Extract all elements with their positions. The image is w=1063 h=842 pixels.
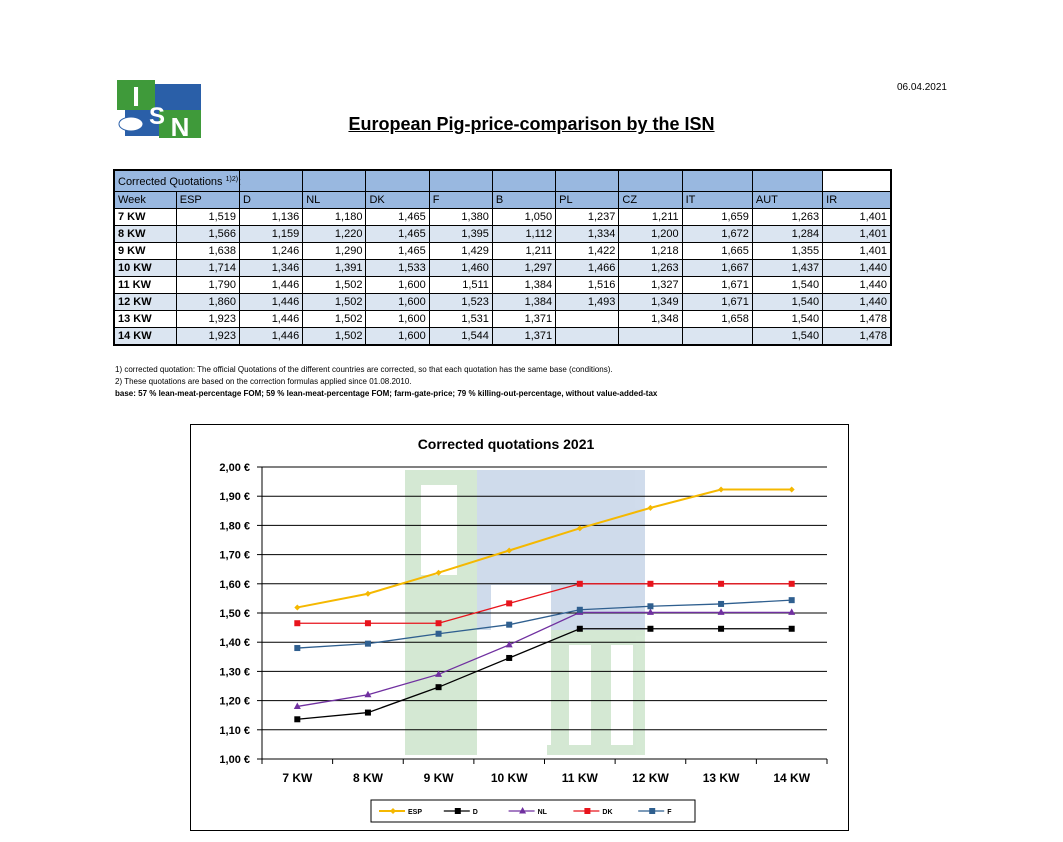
table-cell: 1,211 <box>619 209 682 226</box>
table-cell: 1,237 <box>556 209 619 226</box>
legend-swatch-marker <box>584 808 590 814</box>
legend-label-dk: DK <box>602 809 613 816</box>
y-tick-label: 1,70 € <box>219 549 250 562</box>
table-cell: 1,502 <box>303 328 366 346</box>
chart-container <box>190 424 849 831</box>
table-cell: 1,600 <box>366 311 429 328</box>
data-point-f <box>365 641 371 647</box>
legend-label-nl: NL <box>537 809 547 816</box>
table-cell: 1,349 <box>619 294 682 311</box>
x-tick-labels <box>282 771 810 785</box>
data-point-d <box>436 684 442 690</box>
y-tick-label: 1,00 € <box>219 754 250 766</box>
data-point-f <box>294 645 300 651</box>
data-point-f <box>577 607 583 613</box>
table-cell: 1,446 <box>239 277 302 294</box>
table-cell: 1,440 <box>823 294 891 311</box>
legend-label-esp: ESP <box>408 809 423 816</box>
table-cell: 1,401 <box>823 226 891 243</box>
table-cell: 1,334 <box>556 226 619 243</box>
table-cell: 1,440 <box>823 277 891 294</box>
table-cell: 1,544 <box>429 328 492 346</box>
table-cell: 1,600 <box>366 277 429 294</box>
table-cell: 1,478 <box>823 328 891 346</box>
legend-label-d: D <box>472 809 478 816</box>
row-week-label: 11 KW <box>114 277 176 294</box>
y-tick-label: 1,30 € <box>219 666 250 679</box>
table-cell: 1,566 <box>176 226 239 243</box>
column-header-dk: DK <box>366 192 429 209</box>
table-cell: 1,284 <box>752 226 822 243</box>
table-cell: 1,714 <box>176 260 239 277</box>
table-cell: 1,478 <box>823 311 891 328</box>
table-cell: 1,672 <box>682 226 752 243</box>
data-point-esp <box>647 505 653 511</box>
chart-title: Corrected quotations 2021 <box>417 436 595 452</box>
table-cell: 1,437 <box>752 260 822 277</box>
table-cell: 1,502 <box>303 277 366 294</box>
column-header-ir: IR <box>823 192 891 209</box>
footnotes <box>115 364 657 400</box>
table-cell: 1,401 <box>823 243 891 260</box>
table-cell: 1,200 <box>619 226 682 243</box>
data-point-dk <box>436 620 442 626</box>
table-row <box>114 243 891 260</box>
logo-letter-s: S <box>148 103 166 130</box>
row-week-label: 13 KW <box>114 311 176 328</box>
table-row <box>114 294 891 311</box>
table-cell: 1,440 <box>823 260 891 277</box>
table-body <box>114 209 891 346</box>
row-week-label: 10 KW <box>114 260 176 277</box>
table-row <box>114 209 891 226</box>
data-point-dk <box>718 581 724 587</box>
table-title-row <box>114 170 891 192</box>
x-tick-label: 12 KW <box>632 771 669 785</box>
table-title-footnote: 1)2) <box>225 176 239 183</box>
table-cell: 1,923 <box>176 328 239 346</box>
data-point-dk <box>647 581 653 587</box>
table-cell: 1,523 <box>429 294 492 311</box>
column-header-d: D <box>239 192 302 209</box>
x-tick-label: 11 KW <box>561 771 598 785</box>
row-week-label: 14 KW <box>114 328 176 346</box>
quotations-table <box>113 169 892 346</box>
table-cell: 1,346 <box>239 260 302 277</box>
data-point-nl <box>647 608 654 615</box>
data-point-f <box>506 622 512 628</box>
data-point-dk <box>294 620 300 626</box>
table-row <box>114 328 891 346</box>
table-cell: 1,218 <box>619 243 682 260</box>
table-cell: 1,466 <box>556 260 619 277</box>
data-point-esp <box>365 591 371 597</box>
data-point-esp <box>294 604 300 610</box>
legend-label-f: F <box>667 809 672 816</box>
logo-letter-n: N <box>170 112 190 142</box>
y-tick-label: 1,50 € <box>219 608 250 620</box>
table-cell: 1,465 <box>366 226 429 243</box>
table-cell: 1,297 <box>492 260 555 277</box>
data-point-d <box>506 655 512 661</box>
column-header-cz: CZ <box>619 192 682 209</box>
table-cell: 1,790 <box>176 277 239 294</box>
data-point-nl <box>718 608 725 615</box>
data-point-d <box>718 626 724 632</box>
table-cell: 1,493 <box>556 294 619 311</box>
x-tick-label: 14 KW <box>773 771 811 785</box>
data-point-esp <box>789 486 795 492</box>
table-cell: 1,665 <box>682 243 752 260</box>
table-cell: 1,465 <box>366 243 429 260</box>
y-tick-label: 1,40 € <box>219 637 250 650</box>
table-cell: 1,384 <box>492 294 555 311</box>
table-cell: 1,465 <box>366 209 429 226</box>
y-tick-label: 1,90 € <box>219 491 250 504</box>
data-point-f <box>436 631 442 637</box>
table-cell: 1,384 <box>492 277 555 294</box>
row-week-label: 8 KW <box>114 226 176 243</box>
column-header-nl: NL <box>303 192 366 209</box>
table-cell: 1,540 <box>752 277 822 294</box>
table-cell: 1,159 <box>239 226 302 243</box>
table-cell: 1,540 <box>752 311 822 328</box>
data-point-esp <box>718 486 724 492</box>
table-cell: 1,391 <box>303 260 366 277</box>
data-point-d <box>789 626 795 632</box>
table-cell: 1,658 <box>682 311 752 328</box>
footnote-2: 2) These quotations are based on the correction formulas applied since 01.08.2010. <box>115 377 412 386</box>
table-row <box>114 226 891 243</box>
column-header-aut: AUT <box>752 192 822 209</box>
column-header-esp: ESP <box>176 192 239 209</box>
x-tick-label: 10 KW <box>490 771 528 785</box>
column-header-it: IT <box>682 192 752 209</box>
data-point-d <box>365 710 371 716</box>
row-week-label: 9 KW <box>114 243 176 260</box>
y-tick-label: 1,10 € <box>219 724 250 737</box>
page-title: European Pig-price-comparison by the ISN <box>348 114 715 134</box>
footnote-1: 1) corrected quotation: The official Quotations of the different countries are corrected, so that each quotation has the same base (conditions). <box>115 365 613 374</box>
y-tick-label: 1,80 € <box>219 520 250 533</box>
table-title-cell <box>114 170 242 192</box>
x-tick-label: 9 KW <box>423 771 454 785</box>
column-header-pl: PL <box>556 192 619 209</box>
table-cell: 1,136 <box>239 209 302 226</box>
table-cell: 1,211 <box>492 243 555 260</box>
table-cell: 1,395 <box>429 226 492 243</box>
table-cell: 1,220 <box>303 226 366 243</box>
column-header-b: B <box>492 192 555 209</box>
column-header-f: F <box>429 192 492 209</box>
table-cell: 1,671 <box>682 277 752 294</box>
data-point-f <box>647 603 653 609</box>
table-cell: 1,446 <box>239 311 302 328</box>
table-row <box>114 311 891 328</box>
data-point-f <box>789 597 795 603</box>
table-cell: 1,290 <box>303 243 366 260</box>
table-title-suffix: : <box>238 176 242 188</box>
logo-letter-i: I <box>132 81 140 112</box>
table-cell: 1,533 <box>366 260 429 277</box>
data-point-d <box>577 626 583 632</box>
table-cell: 1,671 <box>682 294 752 311</box>
table-cell: 1,348 <box>619 311 682 328</box>
y-tick-label: 1,60 € <box>219 578 250 591</box>
table-cell: 1,923 <box>176 311 239 328</box>
data-point-nl <box>788 608 795 615</box>
table-cell: 1,502 <box>303 311 366 328</box>
table-cell: 1,446 <box>239 294 302 311</box>
table-cell: 1,511 <box>429 277 492 294</box>
table-cell: 1,600 <box>366 328 429 346</box>
table-cell: 1,429 <box>429 243 492 260</box>
table-cell: 1,600 <box>366 294 429 311</box>
table-cell <box>556 328 619 346</box>
table-cell: 1,422 <box>556 243 619 260</box>
table-cell: 1,638 <box>176 243 239 260</box>
table-cell: 1,860 <box>176 294 239 311</box>
y-tick-label: 1,20 € <box>219 695 250 708</box>
table-cell: 1,371 <box>492 328 555 346</box>
column-header-week: Week <box>114 192 176 209</box>
table-cell <box>682 328 752 346</box>
base-note: base: 57 % lean-meat-percentage FOM; 59 % lean-meat-percentage FOM; farm-gate-price; 79 % killing-out-percentage, without value-added-tax <box>115 389 658 398</box>
x-tick-label: 7 KW <box>282 771 313 785</box>
table-row <box>114 277 891 294</box>
row-week-label: 12 KW <box>114 294 176 311</box>
data-point-dk <box>789 581 795 587</box>
y-tick-label: 2,00 € <box>219 462 250 474</box>
table-cell: 1,667 <box>682 260 752 277</box>
table-cell: 1,502 <box>303 294 366 311</box>
line-chart <box>191 425 848 830</box>
table-cell: 1,401 <box>823 209 891 226</box>
table-cell: 1,327 <box>619 277 682 294</box>
table-cell: 1,446 <box>239 328 302 346</box>
data-point-f <box>718 601 724 607</box>
y-tick-labels <box>219 462 250 766</box>
data-point-dk <box>577 581 583 587</box>
table-cell: 1,263 <box>619 260 682 277</box>
table-cell: 1,112 <box>492 226 555 243</box>
chart-legend <box>371 800 695 822</box>
data-point-d <box>294 716 300 722</box>
table-cell: 1,371 <box>492 311 555 328</box>
table-cell: 1,659 <box>682 209 752 226</box>
x-tick-label: 13 KW <box>702 771 740 785</box>
table-cell: 1,519 <box>176 209 239 226</box>
x-tick-label: 8 KW <box>352 771 383 785</box>
data-point-dk <box>365 620 371 626</box>
table-cell: 1,460 <box>429 260 492 277</box>
table-cell <box>619 328 682 346</box>
legend-swatch-marker <box>455 808 461 814</box>
table-cell <box>556 311 619 328</box>
table-cell: 1,355 <box>752 243 822 260</box>
data-point-d <box>647 626 653 632</box>
table-cell: 1,180 <box>303 209 366 226</box>
table-row <box>114 260 891 277</box>
report-date: 06.04.2021 <box>896 82 947 93</box>
table-cell: 1,380 <box>429 209 492 226</box>
table-cell: 1,516 <box>556 277 619 294</box>
table-header-row <box>114 192 891 209</box>
row-week-label: 7 KW <box>114 209 176 226</box>
table-cell: 1,531 <box>429 311 492 328</box>
legend-swatch-marker <box>649 808 655 814</box>
table-cell: 1,263 <box>752 209 822 226</box>
table-cell: 1,540 <box>752 294 822 311</box>
table-cell: 1,050 <box>492 209 555 226</box>
data-point-dk <box>506 600 512 606</box>
table-title: Corrected Quotations <box>118 176 223 188</box>
table-cell: 1,540 <box>752 328 822 346</box>
table-cell: 1,246 <box>239 243 302 260</box>
